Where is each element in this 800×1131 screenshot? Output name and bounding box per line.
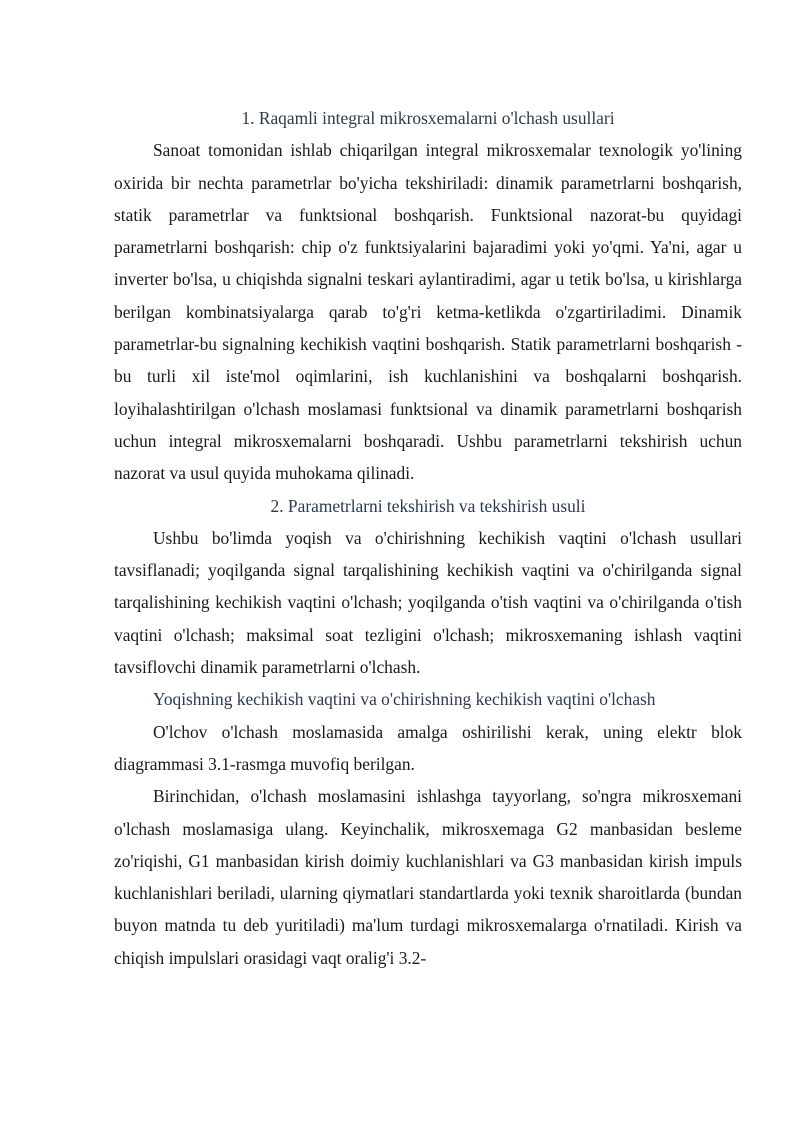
section-2-title: 2. Parametrlarni tekshirish va tekshirish usuli: [270, 495, 586, 516]
subsection-paragraph-2: Birinchidan, o'lchash moslamasini ishlashga tayyorlang, so'ngra mikrosxemani o'lchash moslamasiga ulang. Keyinchalik, mikrosxemaga G2 manbasidan besleme zo'riqishi, G1 manbasidan kirish doimiy kuchlanishlari va G3 manbasidan kirish impuls kuchlanishlari beriladi, ularning qiymatlari standartlarda yoki texnik sharoitlarda (bundan buyon matnda tu deb yuritiladi) ma'lum turdagi mikrosxemalarga o'rnatiladi. Kirish va chiqish impulslari orasidagi vaqt oralig'i 3.2-: [114, 786, 742, 968]
document-page: [114, 102, 742, 974]
section-2-paragraph: Ushbu bo'limda yoqish va o'chirishning kechikish vaqtini o'lchash usullari tavsiflanadi; yoqilganda signal tarqalishining kechikish vaqtini va o'chirilganda signal tarqalishining kechikish vaqtini o'lchash; yoqilganda o'tish vaqtini va o'chirilganda o'tish vaqtini o'lchash; maksimal soat tezligini o'lchash; mikrosxemaning ishlash vaqtini tavsiflovchi dinamik parametrlarni o'lchash.: [114, 527, 742, 678]
subsection-paragraph-1: O'lchov o'lchash moslamasida amalga oshirilishi kerak, uning elektr blok diagrammasi 3.1-rasmga muvofiq berilgan.: [114, 721, 742, 774]
section-1-paragraph: Sanoat tomonidan ishlab chiqarilgan integral mikrosxemalar texnologik yo'lining oxirida bir nechta parametrlar bo'yicha tekshiriladi: dinamik parametrlarni boshqarish, statik parametrlar va funktsional boshqarish. Funktsional nazorat-bu quyidagi parametrlarni boshqarish: chip o'z funktsiyalarini bajaradimi yoki yo'qmi. Ya'ni, agar u inverter bo'lsa, u chiqishda signalni teskari aylantiradimi, agar u tetik bo'lsa, u kirishlarga berilgan kombinatsiyalarga qarab to'g'ri ketma-ketlikda o'zgartiriladimi. Dinamik parametrlar-bu signalning kechikish vaqtini boshqarish. Statik parametrlarni boshqarish - bu turli xil iste'mol oqimlarini, ish kuchlanishini va boshqalarni boshqarish. loyihalashtirilgan o'lchash moslamasi funktsional va dinamik parametrlarni boshqarish uchun integral mikrosxemalarni boshqaradi. Ushbu parametrlarni tekshirish uchun nazorat va usul quyida muhokama qilinadi.: [114, 140, 742, 484]
subsection-title: Yoqishning kechikish vaqtini va o'chirishning kechikish vaqtini o'lchash: [153, 689, 656, 710]
section-1-title: 1. Raqamli integral mikrosxemalarni o'lchash usullari: [241, 108, 615, 128]
